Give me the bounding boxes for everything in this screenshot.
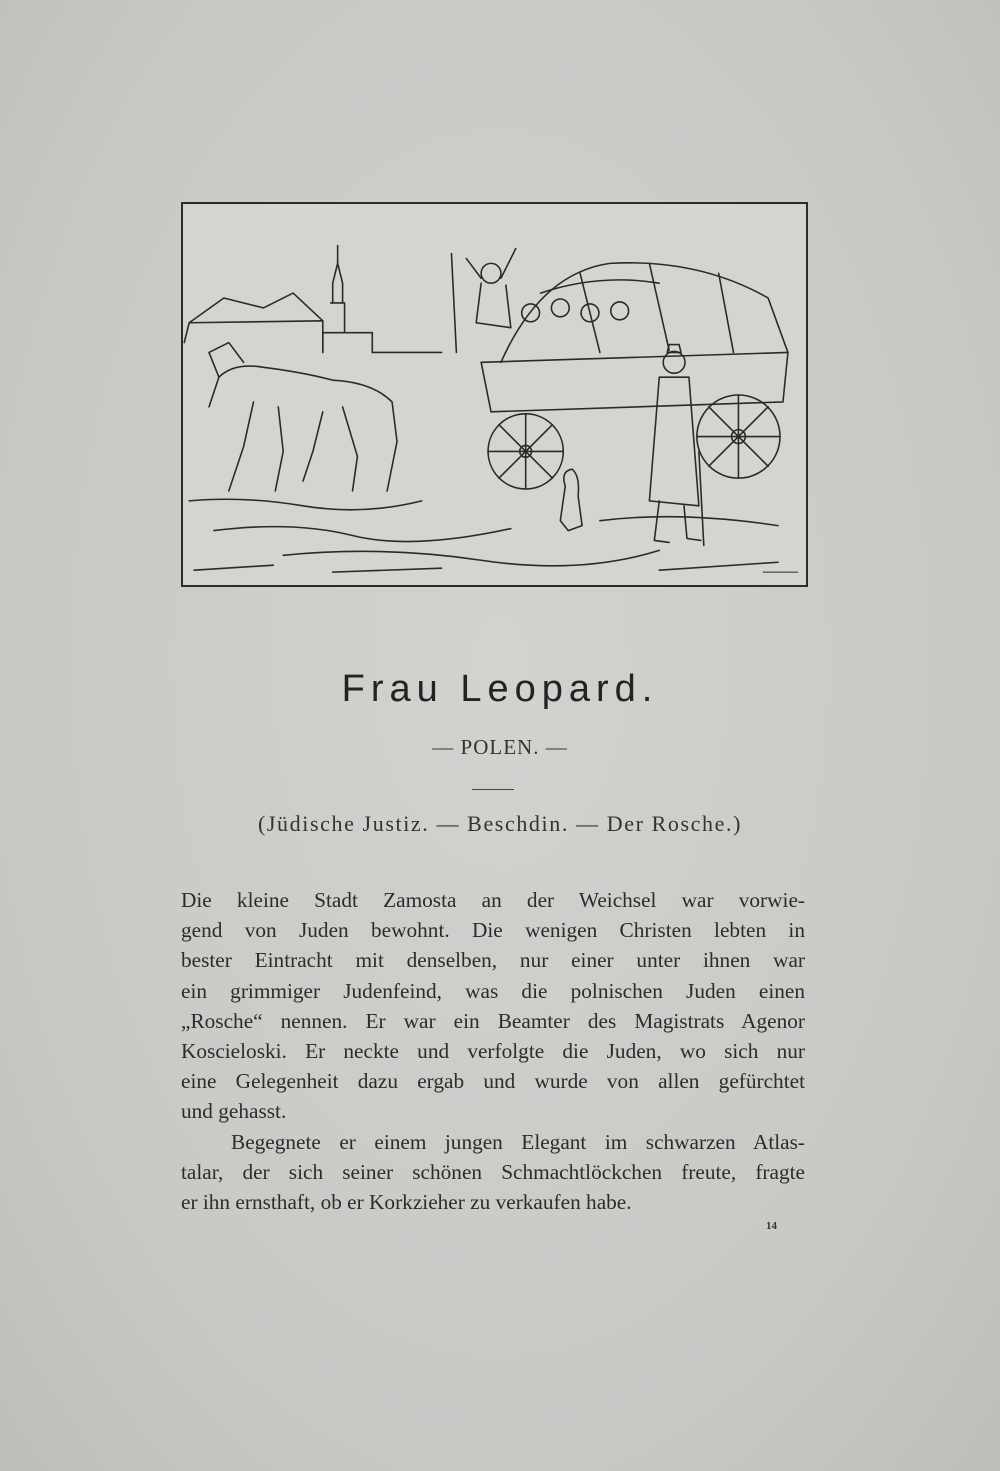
text-line: und gehasst.	[181, 1099, 287, 1124]
wagon-illustration	[181, 202, 808, 587]
divider	[472, 789, 514, 790]
text-line: bester Eintracht mit denselben, nur einer unter ihnen war	[181, 948, 805, 973]
chapter-title: Frau Leopard.	[341, 668, 659, 710]
text-line: eine Gelegenheit dazu ergab und wurde von allen gefürchtet	[181, 1069, 805, 1094]
chapter-subtitle: — POLEN. —	[432, 735, 568, 759]
text-line: Die kleine Stadt Zamosta an der Weichsel war vorwie-	[181, 888, 805, 912]
page-number: 14	[766, 1220, 777, 1232]
text-line: talar, der sich seiner schönen Schmachtlöckchen freute, fragte	[181, 1159, 805, 1184]
text-line: ein grimmiger Judenfeind, was die polnischen Juden einen	[181, 978, 805, 1003]
text-line: er ihn ernsthaft, ob er Korkzieher zu verkaufen habe.	[181, 1190, 632, 1215]
body-text	[181, 885, 805, 1217]
text-line: „Rosche“ nennen. Er war ein Beamter des Magistrats Agenor	[181, 1008, 805, 1033]
text-line: Koscieloski. Er neckte und verfolgte die Juden, wo sich nur	[181, 1039, 805, 1064]
text-line: gend von Juden bewohnt. Die wenigen Christen lebten in	[181, 918, 805, 943]
chapter-subjects: (Jüdische Justiz. — Beschdin. — Der Rosche.)	[257, 811, 743, 836]
text-line: Begegnete er einem jungen Elegant im schwarzen Atlas-	[231, 1129, 805, 1154]
